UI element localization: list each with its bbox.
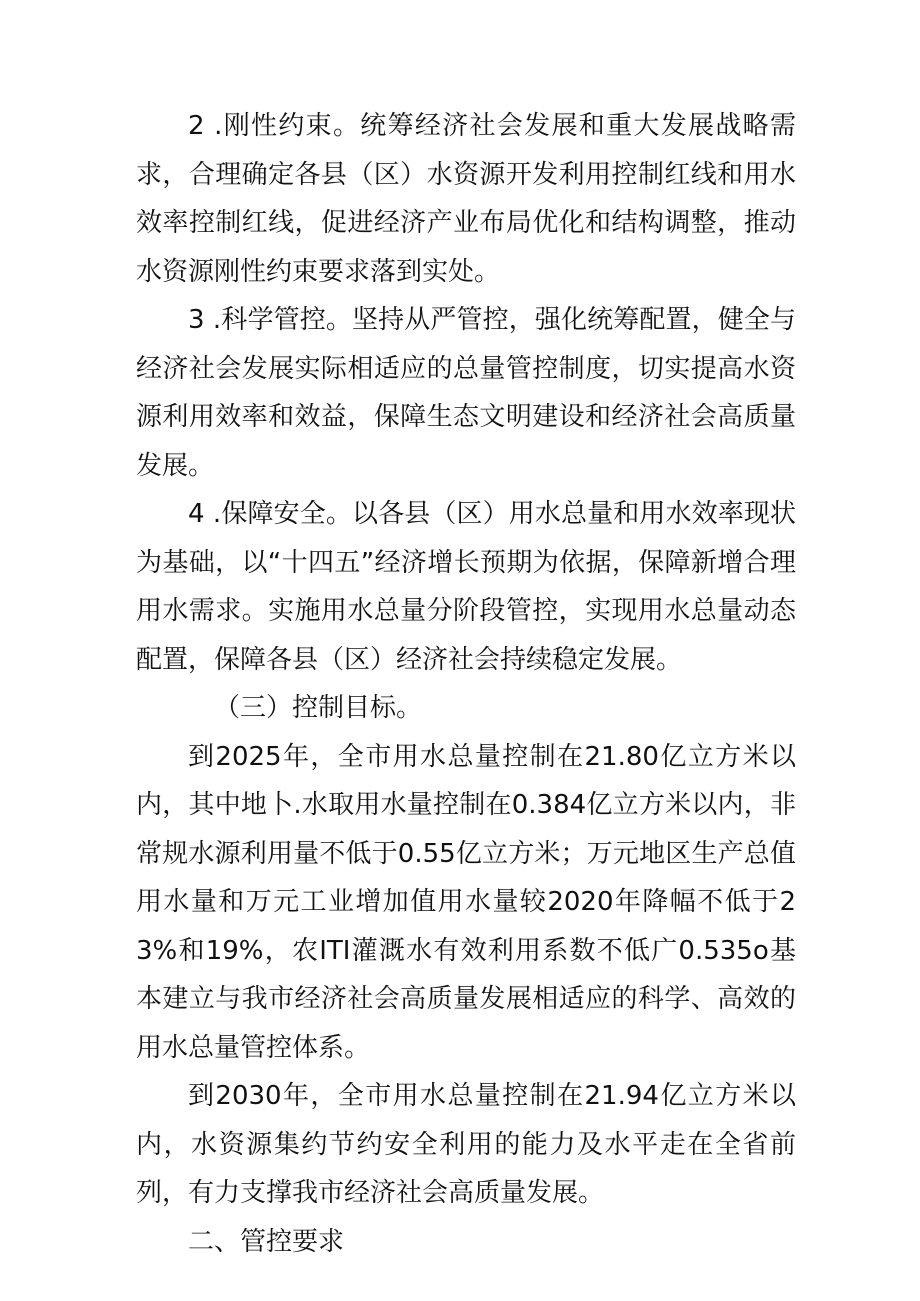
heading-section-two: 二、管控要求 [188,1226,345,1257]
paragraph-scientific-control: 3 .科学管控。坚持从严管控，强化统筹配置，健全与经济社会发展实际相适应的总量管控制度，切实提高水资源利用效率和效益，保障生态文明建设和经济社会高质量发展。 [136,305,796,481]
paragraph-target-2025: 到2025年，全市用水总量控制在21.80亿立方米以内，其中地卜.水取用水量控制在0.384亿立方米以内，非常规水源利用量不低于0.55亿立方米；万元地区生产总值用水量和万元工业增加值用水量较2020年降幅不低于23%和19%，农ITI灌溉水有效利用系数不低广0.535o基本建立与我市经济社会高质量发展相适应的科学、高效的用水总量管控体系。 [136,741,796,1063]
paragraph-rigid-constraint: 2 .刚性约束。统筹经济社会发展和重大发展战略需求，合理确定各县（区）水资源开发利用控制红线和用水效率控制红线，促进经济产业布局优化和结构调整，推动水资源刚性约束要求落到实处。 [136,111,796,287]
paragraph-ensure-safety: 4 .保障安全。以各县（区）用水总量和用水效率现状为基础，以“十四五”经济增长预期为依据，保障新增合理用水需求。实施用水总量分阶段管控，实现用水总量动态配置，保障各县（区）经济社会持续稳定发展。 [136,499,796,675]
paragraph-target-2030: 到2030年，全市用水总量控制在21.94亿立方米以内，水资源集约节约安全利用的能力及水平走在全省前列，有力支撑我市经济社会高质量发展。 [136,1081,796,1208]
heading-control-targets: （三）控制目标。 [214,693,423,723]
document-body [136,102,796,1266]
